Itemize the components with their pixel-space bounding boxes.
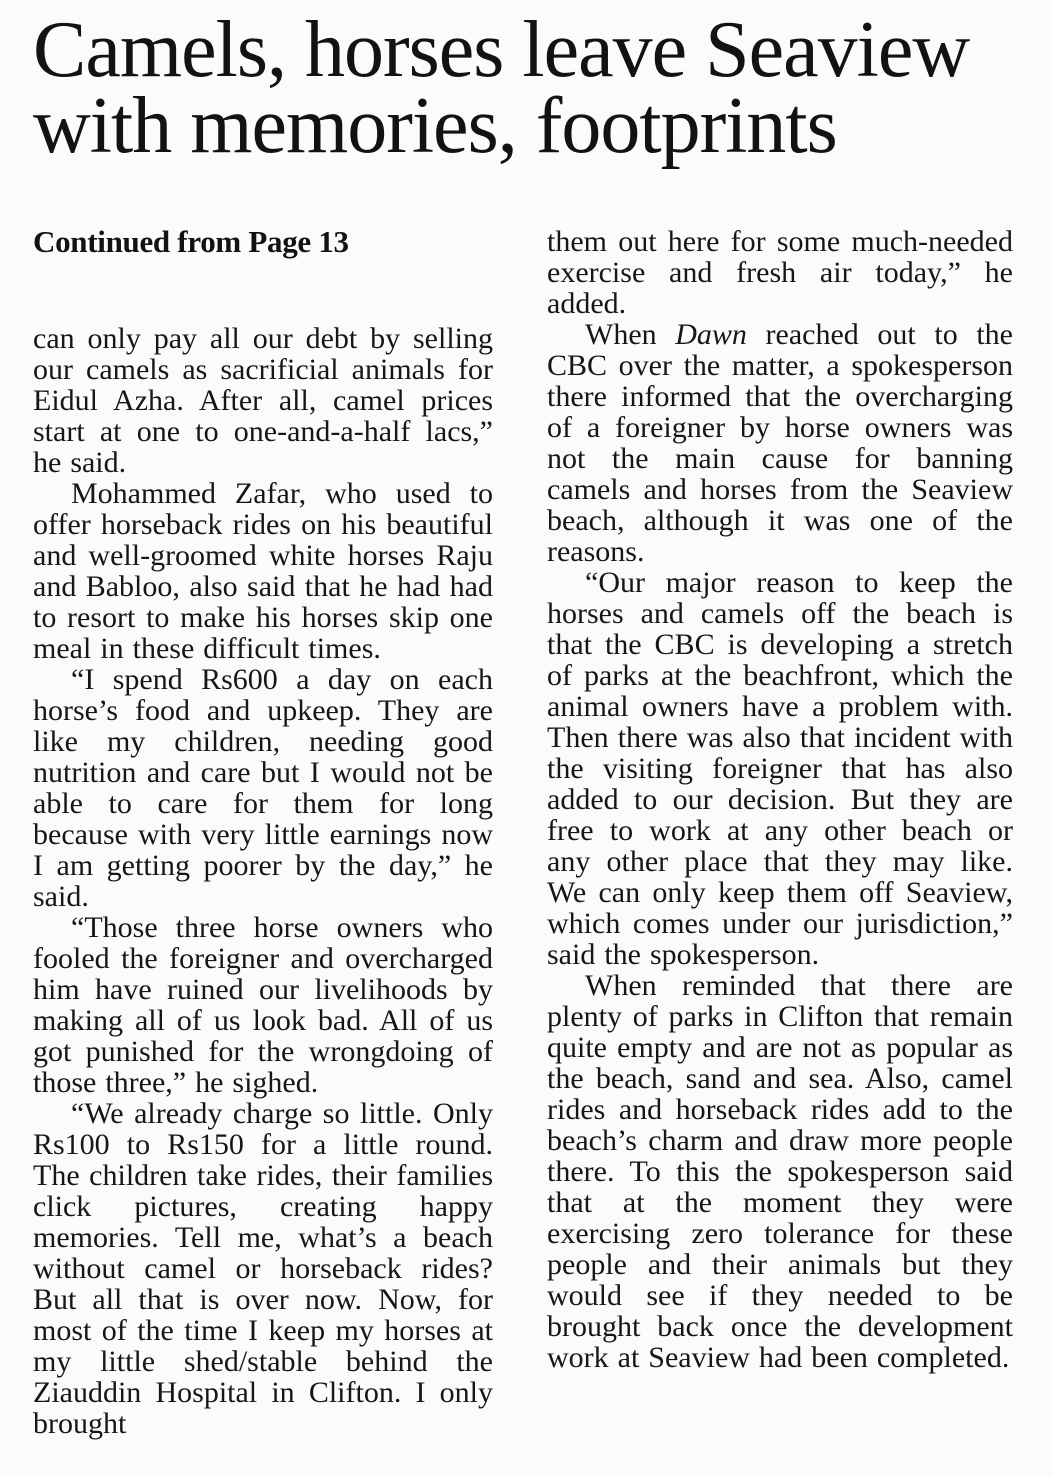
article-headline: [33, 6, 1013, 170]
continued-from-notice: Continued from Page 13: [33, 224, 349, 259]
paragraph-left-3: “I spend Rs600 a day on each horse’s food and upkeep. They are like my children, needing good nutrition and care but I would not be able to care for them for long because with very little earnings now I am getting poorer by the day,” he said.: [33, 663, 493, 913]
paragraph-right-3: “Our major reason to keep the horses and camels off the beach is that the CBC is developing a stretch of parks at the beachfront, which the animal owners have a problem with. Then there was also that incident with the visiting foreigner that has also added to our decision. But they are free to work at any other beach or any other place that they may like. We can only keep them off Seaview, which comes under our jurisdiction,” said the spokesperson.: [547, 566, 1013, 971]
paragraph-left-2: Mohammed Zafar, who used to offer horseback rides on his beautiful and well-groomed white horses Raju and Babloo, also said that he had had to resort to make his horses skip one meal in these difficult times.: [33, 477, 493, 665]
right-column: [547, 226, 1013, 1439]
paragraph-right-2-text-before: When: [585, 318, 676, 351]
paragraph-left-5: “We already charge so little. Only Rs100 to Rs150 for a little round. The children take rides, their families click pictures, creating happy memories. Tell me, what’s a beach without camel or horseback rides? But all that is over now. Now, for most of the time I keep my horses at my little shed/stable behind the Ziauddin Hospital in Clifton. I only brought: [33, 1097, 493, 1440]
publication-name: Dawn: [675, 318, 747, 351]
headline-line-1: Camels, horses leave Seaview: [33, 6, 970, 94]
article-body: [33, 226, 1013, 1439]
paragraph-right-1: them out here for some much-needed exercise and fresh air today,” he added.: [547, 225, 1013, 320]
paragraph-right-4: When reminded that there are plenty of parks in Clifton that remain quite empty and are not as popular as the beach, sand and sea. Also, camel rides and horseback rides add to the beach’s charm and draw more people there. To this the spokesperson said that at the moment they were exercising zero tolerance for these people and their animals but they would see if they needed to be brought back once the development work at Seaview had been completed.: [547, 969, 1013, 1374]
paragraph-left-1: can only pay all our debt by selling our camels as sacrificial animals for Eidul Azha. After all, camel prices start at one to one-and-a-half lacs,” he said.: [33, 322, 493, 479]
paragraph-left-4: “Those three horse owners who fooled the foreigner and overcharged him have ruined our livelihoods by making all of us look bad. All of us got punished for the wrongdoing of those three,” he sighed.: [33, 911, 493, 1099]
paragraph-right-2-text-after: reached out to the CBC over the matter, a spokesperson there informed that the overcharging of a foreigner by horse owners was not the main cause for banning camels and horses from the Seaview beach, although it was one of the reasons.: [547, 318, 1013, 568]
paragraph-right-2: [547, 319, 1013, 567]
left-column: [33, 226, 493, 1439]
headline-line-2: with memories, footprints: [33, 82, 837, 170]
